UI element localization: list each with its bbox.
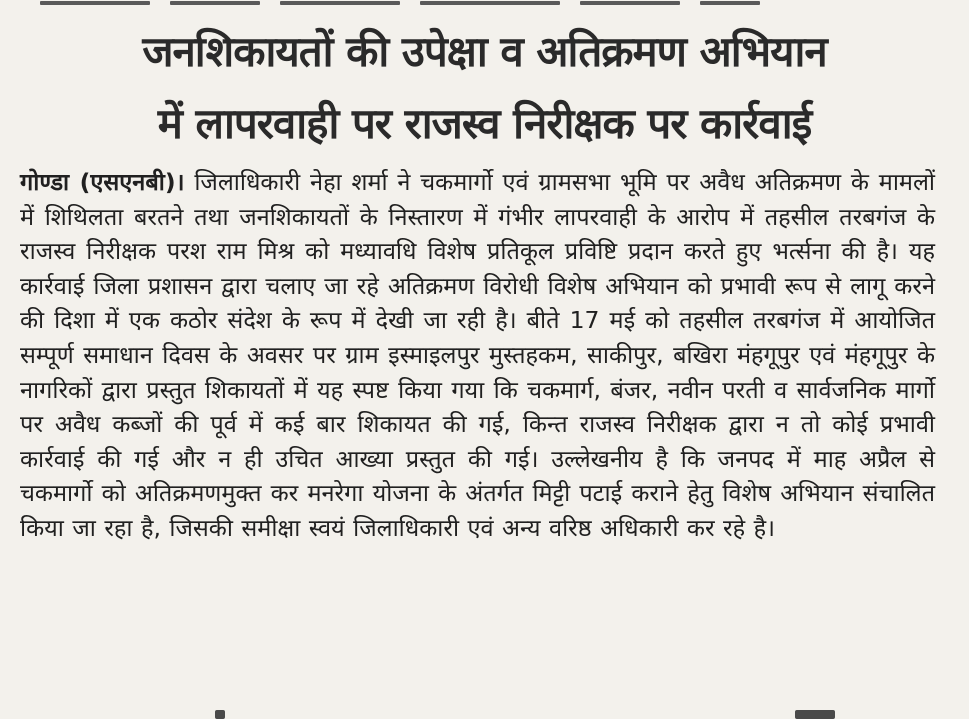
headline-line-1: जनशिकायतों की उपेक्षा व अतिक्रमण अभियान — [142, 27, 827, 76]
cropped-previous-text — [0, 0, 969, 8]
cropped-next-text — [0, 707, 969, 719]
article-body — [20, 165, 935, 546]
dateline: गोण्डा (एसएनबी)। — [20, 168, 185, 196]
headline-line-2: में लापरवाही पर राजस्व निरीक्षक पर कार्रवाई — [157, 99, 812, 148]
article-text: जिलाधिकारी नेहा शर्मा ने चकमार्गो एवं ग्रामसभा भूमि पर अवैध अतिक्रमण के मामलों में शिथिलता बरतने तथा जनशिकायतों के निस्तारण में गंभीर लापरवाही के आरोप में तहसील तरबगंज के राजस्व निरीक्षक परश राम मिश्र को मध्यावधि विशेष प्रतिकूल प्रविष्टि प्रदान करते हुए भर्त्सना की है। यह कार्रवाई जिला प्रशासन द्वारा चलाए जा रहे अतिक्रमण विरोधी विशेष अभियान को प्रभावी रूप से लागू करने की दिशा में एक कठोर संदेश के रूप में देखी जा रही है। बीते 17 मई को तहसील तरबगंज में आयोजित सम्पूर्ण समाधान दिवस के अवसर पर ग्राम इस्माइलपुर मुस्तहकम, साकीपुर, बखिरा मंहगूपुर एवं मंहगूपुर के नागरिकों द्वारा प्रस्तुत शिकायतों में यह स्पष्ट किया गया कि चकमार्ग, बंजर, नवीन परती व सार्वजनिक मार्गो पर अवैध कब्जों की पूर्व में कई बार शिकायत की गई, किन्त राजस्व निरीक्षक द्वारा न तो कोई प्रभावी कार्रवाई की गई और न ही उचित आख्या प्रस्तुत की गई। उल्लेखनीय है कि जनपद में माह अप्रैल से चकमार्गो को अतिक्रमणमुक्त कर मनरेगा योजना के अंतर्गत मिट्टी पटाई कराने हेतु विशेष अभियान संचालित किया जा रहा है, जिसकी समीक्षा स्वयं जिलाधिकारी एवं अन्य वरिष्ठ अधिकारी कर रहे है। — [20, 168, 936, 542]
